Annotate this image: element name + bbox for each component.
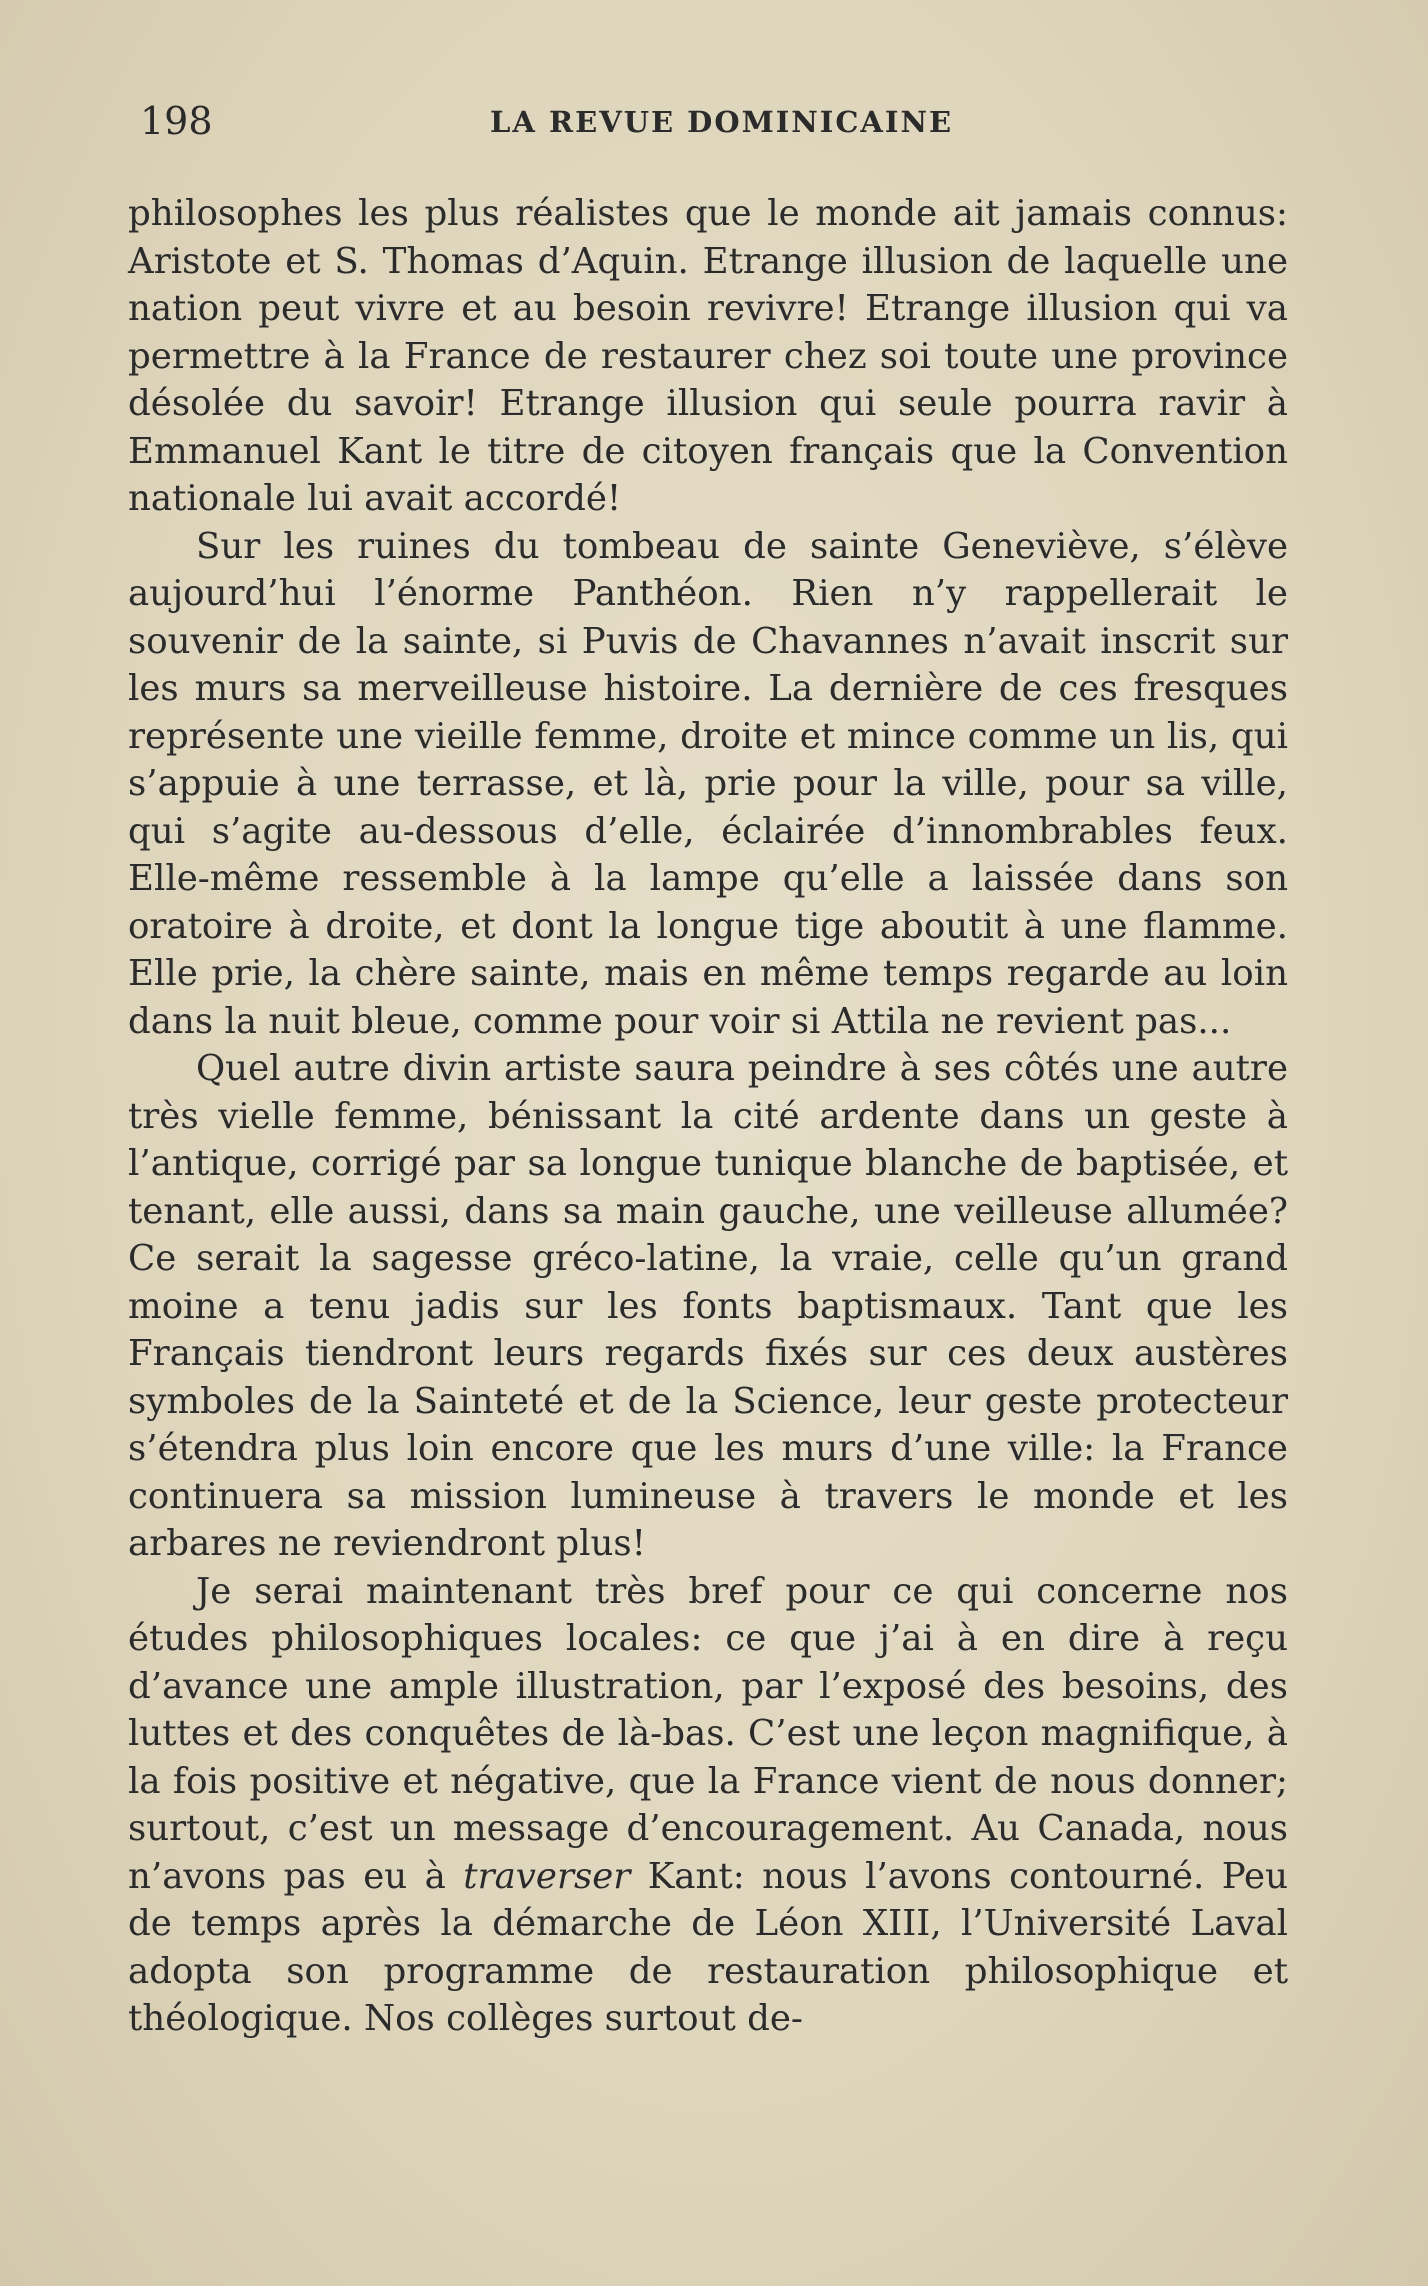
running-head: LA REVUE DOMINICAINE xyxy=(490,105,954,139)
paragraph-2: Sur les ruines du tombeau de sainte Geneviève, s’élève aujourd’hui l’énorme Panthéon. Rien n’y rappellerait le souvenir de la sainte, si Puvis de Chavannes n’avait inscrit sur les murs sa merveilleuse histoire. La dernière de ces fresques représente une vieille femme, droite et mince comme un lis, qui s’appuie à une terrasse, et là, prie pour la ville, pour sa ville, qui s’agite au-dessous d’elle, éclairée d’innombrables feux. Elle-même ressemble à la lampe qu’elle a laissée dans son oratoire à droite, et dont la longue tige aboutit à une flamme. Elle prie, la chère sainte, mais en même temps regarde au loin dans la nuit bleue, comme pour voir si Attila ne revient pas... xyxy=(128,525,1288,1042)
paragraph-4-text-before: Je serai maintenant très bref pour ce qui concerne nos études philosophiques locales: ce que j’ai à en dire à reçu d’avance une ample illustration, par l’exposé des besoins, des luttes et des conquêtes de là-bas. C’est une leçon magnifique, à la fois positive et négative, que la France vient de nous donner; surtout, c’est un message d’encouragement. Au Canada, nous n’avons pas eu à xyxy=(128,1570,1288,1897)
paragraph-4-text-after: Kant: nous l’avons contourné. Peu de temps après la démarche de Léon XIII, l’Université Laval adopta son programme de restauration philosophique et théologique. Nos collèges surtout de- xyxy=(128,1855,1288,2039)
page-number: 198 xyxy=(140,99,213,143)
body-text xyxy=(128,190,1288,2043)
emphasis-traverser: traverser xyxy=(463,1855,631,1897)
paragraph-3: Quel autre divin artiste saura peindre à ses côtés une autre très vielle femme, bénissant la cité ardente dans un geste à l’antique, corrigé par sa longue tunique blanche de baptisée, et tenant, elle aussi, dans sa main gauche, une veilleuse allumée? Ce serait la sagesse gréco-latine, la vraie, celle qu’un grand moine a tenu jadis sur les fonts baptismaux. Tant que les Français tiendront leurs regards fixés sur ces deux austères symboles de la Sainteté et de la Science, leur geste protecteur s’étendra plus loin encore que les murs d’une ville: la France continuera sa mission lumineuse à travers le monde et les arbares ne reviendront plus! xyxy=(128,1048,1288,1564)
page-header xyxy=(140,96,1300,146)
paragraph-4 xyxy=(128,1568,1288,2043)
paragraph-1: philosophes les plus réalistes que le monde ait jamais connus: Aristote et S. Thomas d’Aquin. Etrange illusion de laquelle une nation peut vivre et au besoin revivre! Etrange illusion qui va permettre à la France de restaurer chez soi toute une province désolée du savoir! Etrange illusion qui seule pourra ravir à Emmanuel Kant le titre de citoyen français que la Convention nationale lui avait accordé! xyxy=(128,193,1288,519)
